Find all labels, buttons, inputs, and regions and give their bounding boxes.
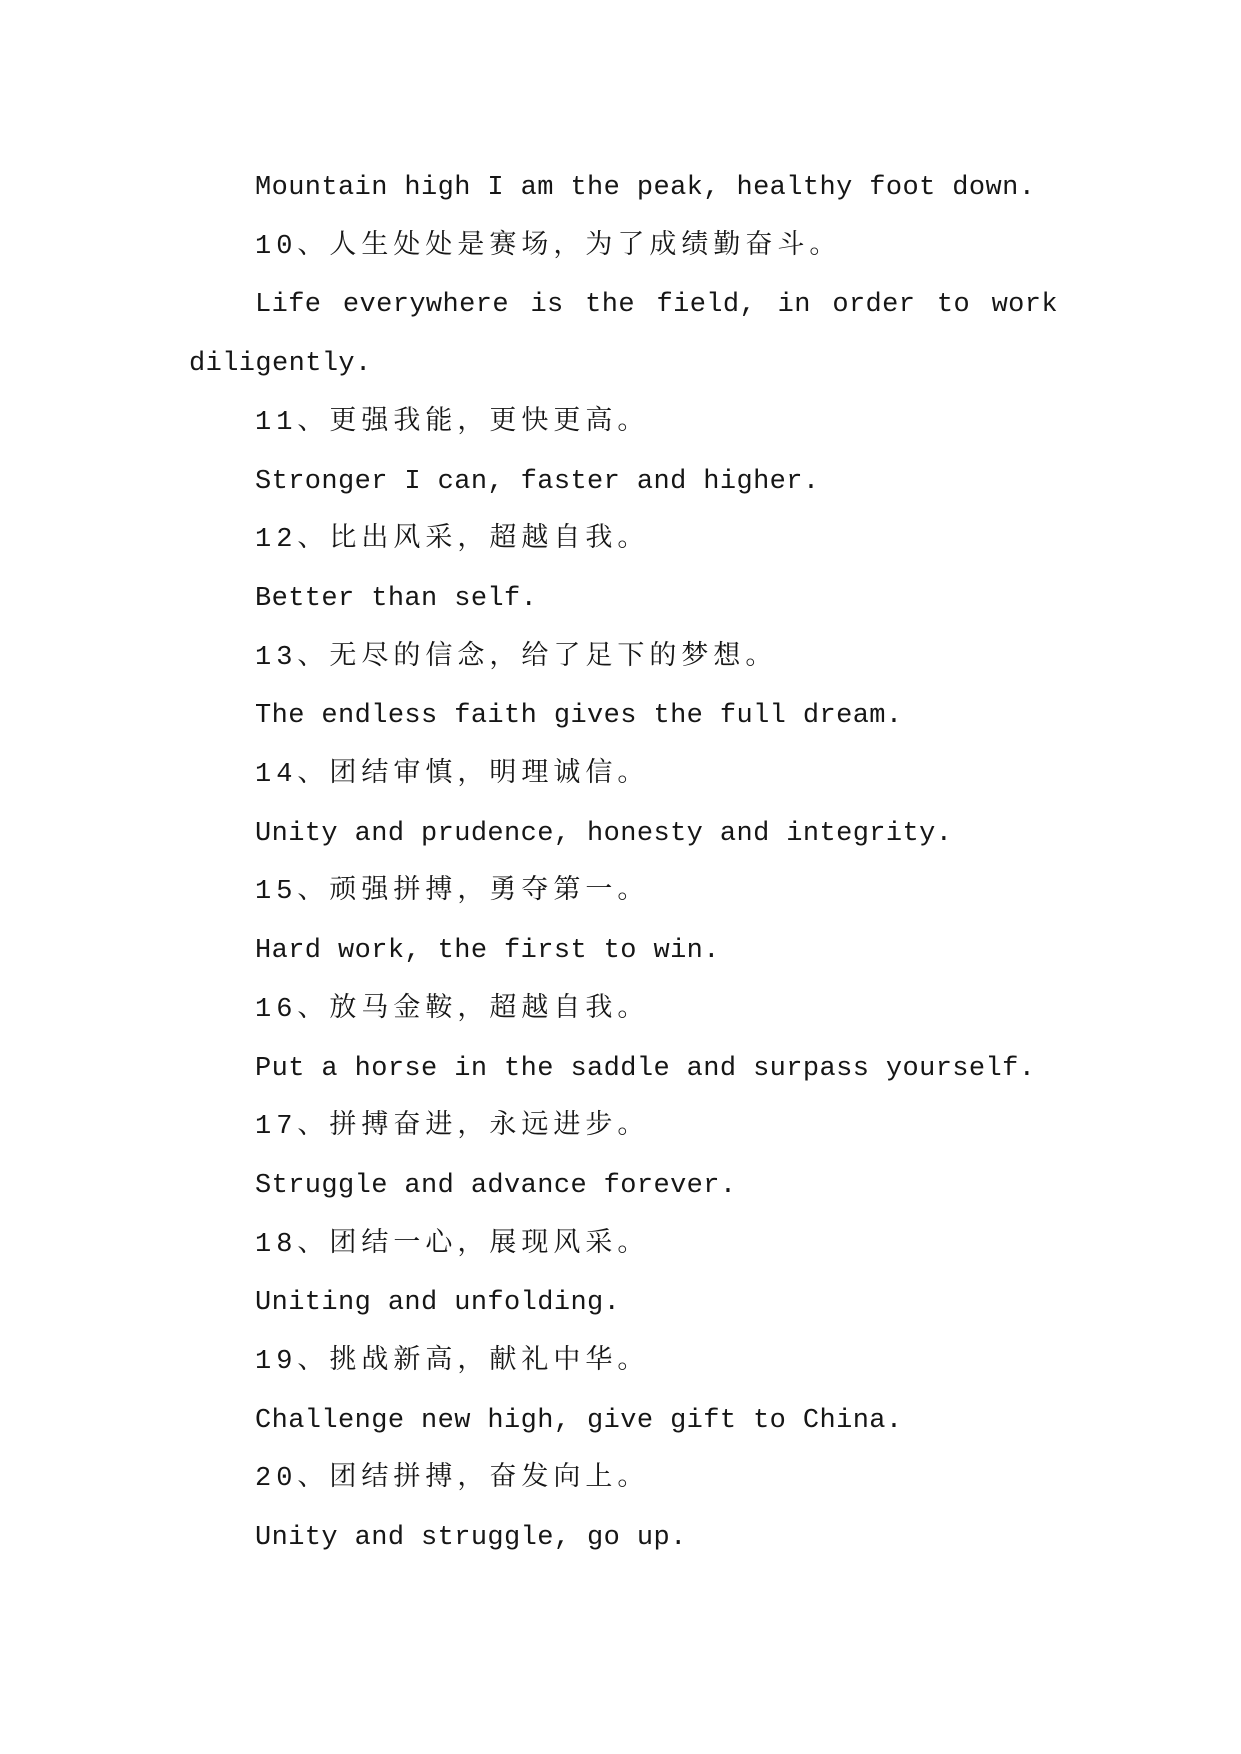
continued-translation-line: Mountain high I am the peak, healthy foot down. — [255, 173, 1036, 203]
slogan-chinese-20: 20、团结拼搏，奋发向上。 — [255, 1464, 650, 1495]
slogan-chinese-17: 17、拼搏奋进，永远进步。 — [255, 1112, 650, 1143]
slogan-english-12: Better than self. — [255, 583, 538, 614]
slogan-english-18: Uniting and unfolding. — [255, 1288, 621, 1319]
slogan-chinese-16: 16、放马金鞍，超越自我。 — [255, 994, 650, 1025]
slogan-chinese-19: 19、挑战新高，献礼中华。 — [255, 1347, 650, 1378]
slogan-english-19: Challenge new high, give gift to China. — [255, 1405, 903, 1436]
slogan-english-14: Unity and prudence, honesty and integrity. — [255, 818, 953, 849]
slogan-chinese-18: 18、团结一心，展现风采。 — [255, 1229, 650, 1260]
slogan-chinese-14: 14、团结审慎，明理诚信。 — [255, 760, 650, 791]
slogan-chinese-10: 10、人生处处是赛场，为了成绩勤奋斗。 — [255, 231, 842, 262]
slogan-english-16: Put a horse in the saddle and surpass yourself. — [255, 1053, 1036, 1084]
slogan-chinese-15: 15、顽强拼搏，勇夺第一。 — [255, 877, 650, 908]
slogan-english-10: Life everywhere is the field, in order to work diligently. — [189, 290, 1058, 380]
slogan-english-17: Struggle and advance forever. — [255, 1170, 737, 1201]
slogan-english-13: The endless faith gives the full dream. — [255, 701, 903, 732]
slogan-english-11: Stronger I can, faster and higher. — [255, 466, 820, 497]
slogan-english-15: Hard work, the first to win. — [255, 936, 720, 967]
slogan-english-20: Unity and struggle, go up. — [255, 1523, 687, 1554]
slogan-chinese-11: 11、更强我能，更快更高。 — [255, 407, 650, 438]
document-body — [189, 159, 1058, 1568]
slogan-chinese-13: 13、无尽的信念，给了足下的梦想。 — [255, 642, 778, 673]
slogan-chinese-12: 12、比出风采，超越自我。 — [255, 525, 650, 556]
